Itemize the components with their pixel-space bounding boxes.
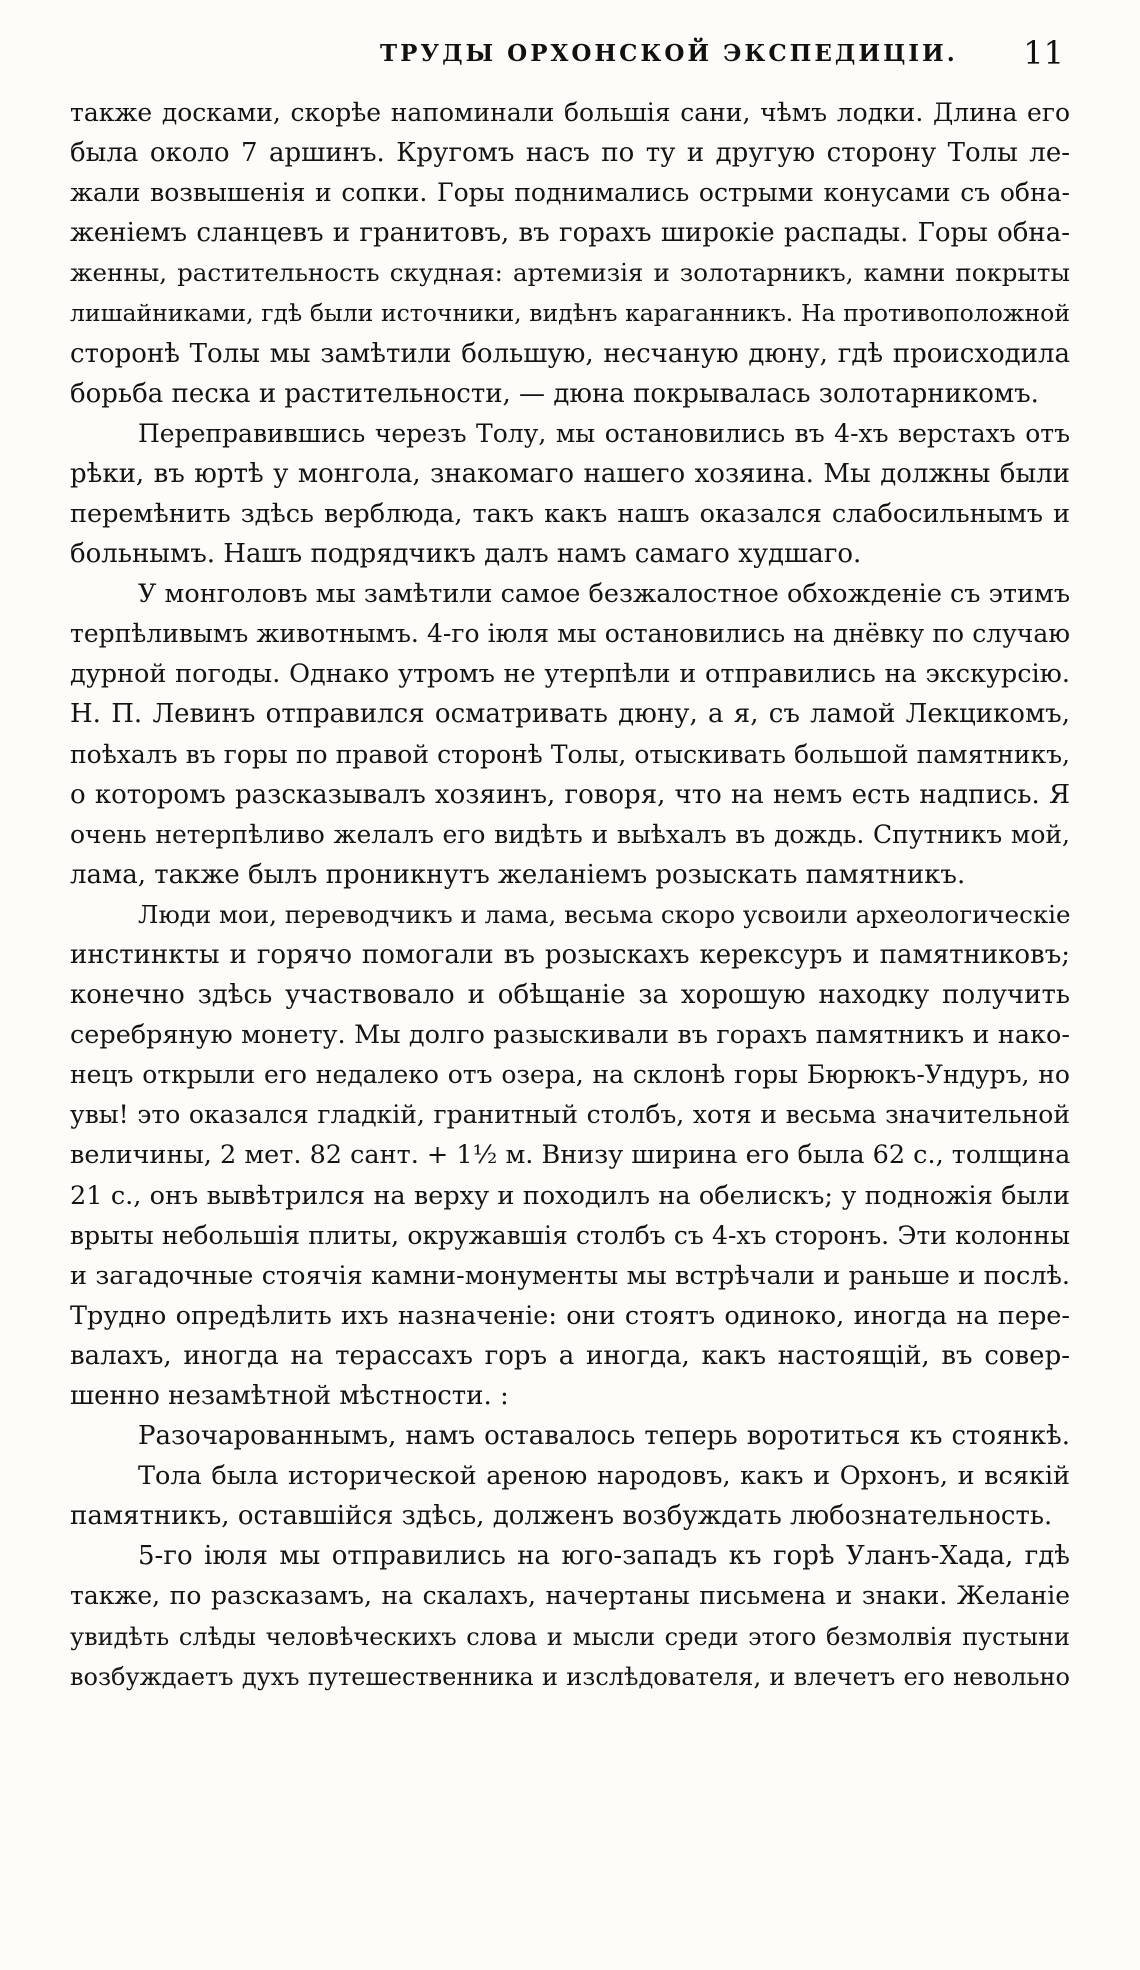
text-line: Разочарованнымъ, намъ оставалось теперь воротиться къ стоянкѣ. [138,1421,1070,1452]
text-line: поѣхалъ въ горы по правой сторонѣ Толы, отыскивать большой памятникъ, [70,739,1070,769]
running-head: ТРУДЫ ОРХОНСКОЙ ЭКСПЕДИЦІИ. [380,40,958,67]
text-line: нецъ открыли его недалеко отъ озера, на склонѣ горы Бюрюкъ-Ундуръ, но [70,1060,1070,1090]
text-line: 5-го іюля мы отправились на юго-западъ къ горѣ Уланъ-Хада, гдѣ [138,1541,1070,1572]
text-line: лама, также былъ проникнутъ желаніемъ розыскать памятникъ. [70,859,966,890]
text-line: женіемъ сланцевъ и гранитовъ, въ горахъ широкіе распады. Горы обна- [70,218,1070,249]
text-line: и загадочные стоячія камни-монументы мы встрѣчали и раньше и послѣ. [70,1260,1070,1291]
text-line: была около 7 аршинъ. Кругомъ насъ по ту и другую сторону Толы ле- [70,138,1070,169]
text-line: о которомъ разсказывалъ хозяинъ, говоря, что на немъ есть надпись. Я [70,779,1070,810]
text-line: Люди мои, переводчикъ и лама, весьма скоро усвоили археологическіе [138,899,1071,929]
text-line: дурной погоды. Однако утромъ не утерпѣли и отправились на экскурсію. [70,659,1070,690]
text-line: возбуждаетъ духъ путешественника и изслѣдователя, и влечетъ его невольно [70,1662,1070,1691]
text-line: шенно незамѣтной мѣстности. : [70,1381,509,1411]
text-line: жали возвышенія и сопки. Горы поднимались острыми конусами съ обна- [70,178,1070,208]
text-line: также, по разсказамъ, на скалахъ, начертаны письмена и знаки. Желаніе [70,1581,1070,1611]
paragraph-5 [70,1416,1070,1536]
text-line: инстинкты и горячо помогали въ розыскахъ керексуръ и памятниковъ; [70,939,1070,970]
text-line: борьба песка и растительности, — дюна покрывалась золотарникомъ. [70,378,1039,409]
text-line: очень нетерпѣливо желалъ его видѣть и выѣхалъ въ дождь. Спутникъ мой, [70,819,1070,849]
text-line: конечно здѣсь участвовало и обѣщаніе за хорошую находку получить [70,980,1070,1011]
text-line: перемѣнить здѣсь верблюда, такъ какъ нашъ оказался слабосильнымъ и [70,498,1070,529]
text-line: терпѣливымъ животнымъ. 4-го іюля мы остановились на днёвку по случаю [70,619,1070,649]
text-line: валахъ, иногда на терассахъ горъ а иногда, какъ настоящій, въ совер- [70,1340,1070,1371]
text-line: величины, 2 мет. 82 сант. + 1½ м. Внизу ширина его была 62 с., толщина [70,1140,1071,1171]
text-line: У монголовъ мы замѣтили самое безжалостное обхожденіе съ этимъ [138,579,1071,610]
paragraph-3 [70,574,1070,895]
text-line: увы! это оказался гладкій, гранитный столбъ, хотя и весьма значительной [70,1100,1070,1130]
text-line: серебряную монету. Мы долго разыскивали въ горахъ памятникъ и нако- [70,1020,1070,1051]
paragraph-6 [70,1536,1070,1696]
paragraph-2 [70,414,1070,574]
text-line: Н. П. Левинъ отправился осматривать дюну, а я, съ ламой Лекцикомъ, [70,699,1070,730]
text-line: памятникъ, оставшійся здѣсь, долженъ возбуждать любознательность. [70,1501,1053,1532]
text-line: Трудно опредѣлить ихъ назначеніе: они стоятъ одиноко, иногда на пере- [70,1300,1070,1331]
text-line: женны, растительность скудная: артемизія и золотарникъ, камни покрыты [70,258,1070,288]
text-line: лишайниками, гдѣ были источники, видѣнъ караганникъ. На противоположной [70,299,1070,328]
text-line: больнымъ. Нашъ подрядчикъ далъ намъ самаго худшаго. [70,539,862,570]
paragraph-1 [70,93,1070,414]
text-line: врыты небольшія плиты, окружавшія столбъ съ 4-хъ сторонъ. Эти колонны [70,1220,1070,1250]
text-line: 21 с., онъ вывѣтрился на верху и походилъ на обелискъ; у подножія были [70,1180,1070,1211]
text-line: увидѣть слѣды человѣческихъ слова и мысли среди этого безмолвія пустыни [70,1622,1070,1651]
body-text [70,93,1070,1697]
text-line: Тола была исторической ареною народовъ, какъ и Орхонъ, и всякій [138,1461,1070,1492]
page-number: 11 [1023,34,1064,72]
text-line: сторонѣ Толы мы замѣтили большую, несчаную дюну, гдѣ происходила [70,338,1070,369]
paragraph-4 [70,895,1070,1416]
text-line: также досками, скорѣе напоминали большія сани, чѣмъ лодки. Длина его [70,98,1070,127]
text-line: Переправившись черезъ Толу, мы остановились въ 4-хъ верстахъ отъ [138,418,1070,448]
text-line: рѣки, въ юртѣ у монгола, знакомаго нашего хозяина. Мы должны были [70,458,1070,489]
